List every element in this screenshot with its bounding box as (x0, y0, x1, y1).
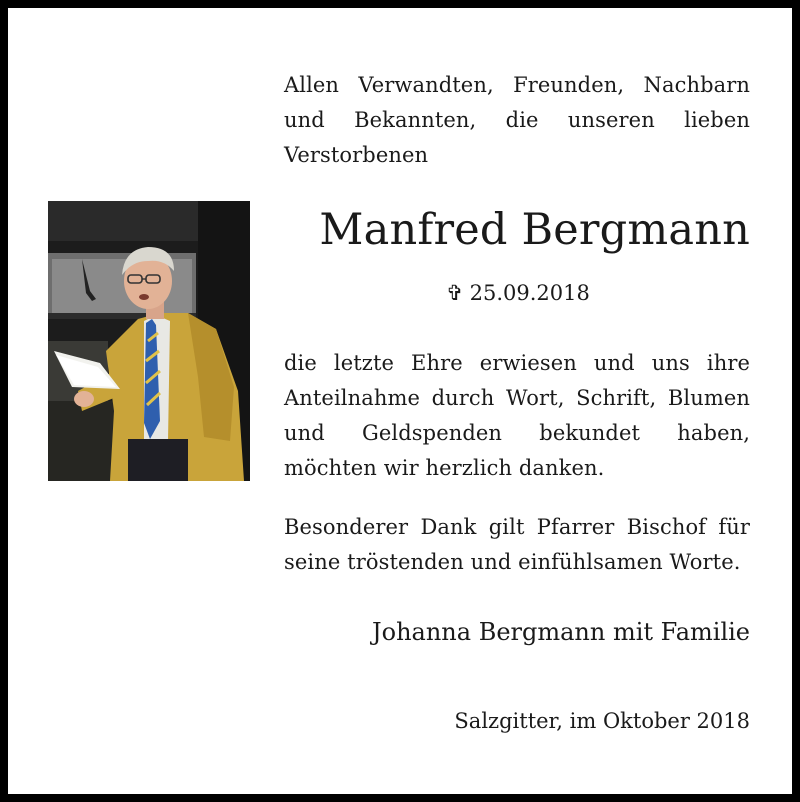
death-date: 25.09.2018 (469, 281, 590, 305)
special-thanks-text: Besonderer Dank gilt Pfarrer Bischof für seine tröstenden und einfühlsamen Worte. (284, 515, 750, 574)
place-date: Salzgitter, im Oktober 2018 (454, 709, 750, 733)
portrait-photo (48, 201, 250, 481)
death-date-line (446, 278, 590, 308)
signature: Johanna Bergmann mit Familie (372, 618, 750, 646)
obituary-card (8, 8, 792, 794)
deceased-name: Manfred Bergmann (319, 205, 750, 255)
thanks-text: die letzte Ehre erwiesen und uns ihre Anteilnahme durch Wort, Schrift, Blumen und Geldspenden bekundet haben, möchten wir herzlich danken. (284, 351, 750, 480)
intro-text: Allen Verwandten, Freunden, Nachbarn und Bekannten, die unseren lieben Verstorbenen (284, 73, 750, 167)
cross-icon: ✞ (446, 281, 464, 305)
